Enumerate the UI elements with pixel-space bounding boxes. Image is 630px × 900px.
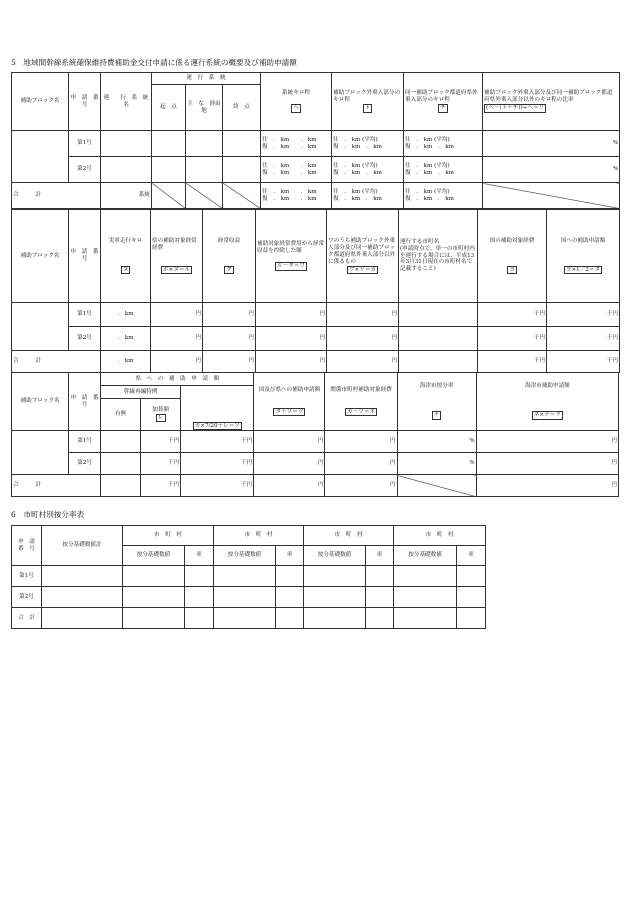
row-label: 第1号 [69, 131, 101, 157]
total-system-label: 系統 [101, 183, 152, 209]
system-km-cell[interactable]: 往 . km . km 復 . km . km [261, 131, 332, 157]
basis-cell[interactable] [123, 608, 185, 629]
kaizu-ratio-cell[interactable]: % [397, 453, 476, 475]
rate-header: 率 [276, 546, 304, 566]
block-name-cell[interactable] [12, 431, 69, 475]
city-header: 市 町 村 [304, 526, 394, 546]
ratio-cell[interactable]: % [483, 131, 620, 157]
system-km-cell[interactable]: 往 . km . km 復 . km . km [261, 157, 332, 183]
state-request-cell[interactable]: 円 [254, 453, 325, 475]
outer-share-header: ワのうち補助ブロック外乗入部分及び同一補助ブロック都道府県外乗入部分以外に係るもの ワ×リ＝カ [327, 210, 399, 303]
end-cell[interactable] [223, 131, 261, 157]
yes-no-total[interactable] [101, 475, 141, 497]
ratio-formula: (ヘ－(ト＋チ))÷ヘ＝リ [486, 105, 545, 112]
pref-cost-header: 県の補助対象経常経費 ホ×ヌ＝ル [151, 210, 203, 303]
outer-share-cell[interactable]: 円 [327, 303, 399, 327]
outer-km-cell[interactable]: 往 . km (平均) 復 . km . km [332, 131, 404, 157]
rate-cell[interactable] [366, 587, 394, 608]
city-name-cell[interactable] [399, 303, 478, 327]
basis-total-cell[interactable] [42, 566, 123, 587]
related-cost-total[interactable]: 円 [325, 475, 397, 497]
basis-total-header: 按分基礎数値計 [42, 526, 123, 566]
row-label: 第1号 [69, 431, 101, 453]
box-ru: ホ×ヌ＝ル [162, 266, 191, 273]
outer-km-total[interactable]: 往 . km (平均) 復 . km . km [332, 183, 404, 209]
nation-request-cell[interactable]: 千円 [547, 303, 620, 327]
box-ta: ヨ×1／2＝タ [565, 266, 601, 273]
row-label: 第1号 [12, 566, 42, 587]
end-header: 終 点 [223, 85, 261, 131]
state-request-total[interactable]: 円 [254, 475, 325, 497]
row-label: 第1号 [69, 303, 101, 327]
revenue-header: 経常収益 ヲ [203, 210, 256, 303]
nation-request-header: 国への補助申請額 ヨ×1／2＝タ [547, 210, 620, 303]
actual-km-cell[interactable]: . km [101, 303, 151, 327]
basis-cell[interactable] [214, 587, 276, 608]
basis-header: 按分基礎数値 [304, 546, 366, 566]
rate-header: 率 [457, 546, 486, 566]
basis-cell[interactable] [304, 587, 366, 608]
target-cost-total[interactable]: 円 [256, 351, 327, 373]
yes-no-cell[interactable] [101, 453, 141, 475]
rate-header: 率 [185, 546, 214, 566]
box-ka: ワ×リ＝カ [348, 266, 377, 273]
same-km-total[interactable]: 往 . km (平均) 復 . km . km [404, 183, 483, 209]
box-na: ナ [433, 412, 440, 419]
pref-request-header: 県 へ の 補 助 申 請 額 [101, 373, 254, 386]
target-cost-header: 補助対象経常費用から経常収益を控除した額 ル－ヲ＝ワ [256, 210, 327, 303]
box-ra: ネ×ナ＝ラ [533, 412, 561, 419]
route-name-header: 運 行 系 統 名 [101, 73, 152, 131]
box-ne: カ－ツ＝ネ [347, 408, 376, 415]
rate-header: 率 [366, 546, 394, 566]
box-wo: ヲ [226, 266, 232, 273]
total-label: 合 計 [12, 183, 101, 209]
nation-cost-cell[interactable]: 千円 [478, 303, 547, 327]
block-name-header: 補助ブロック名 [12, 210, 69, 303]
box-yo: ヨ [509, 266, 515, 273]
section6-title: 6 市町村別按分率表 [11, 510, 85, 519]
nation-request-total[interactable]: 千円 [547, 351, 620, 373]
box-chi: チ [440, 105, 446, 112]
via-cell[interactable] [186, 131, 223, 157]
via-header: 主 な 経由地 [186, 85, 223, 131]
kaizu-request-header: 海津市補助申請額 ネ×ナ＝ラ [476, 373, 618, 431]
box-tsu: タ＋ソ＝ツ [275, 408, 304, 415]
start-header: 起 点 [152, 85, 186, 131]
route-name-cell[interactable] [101, 157, 152, 183]
nation-cost-header: 国の補助対象経費 ヨ [478, 210, 547, 303]
revenue-cell[interactable]: 円 [203, 327, 256, 351]
formula-value-cell[interactable]: 千円 [181, 431, 254, 453]
section5-title: 5 地域間幹線系統確保維持費補助金交付申請に係る運行系統の概要及び補助申請額 [11, 58, 297, 67]
related-cost-cell[interactable]: 円 [325, 431, 397, 453]
basis-cell[interactable] [394, 608, 457, 629]
rate-cell[interactable] [276, 608, 304, 629]
add-amount-header: 加算額 レ [141, 399, 181, 431]
box-re: レ [157, 414, 164, 421]
city-header: 市 町 村 [123, 526, 214, 546]
block-name-cell[interactable] [12, 131, 69, 183]
add-amount-cell[interactable]: 千円 [141, 431, 181, 453]
city-header: 市 町 村 [214, 526, 304, 546]
state-request-cell[interactable]: 円 [254, 431, 325, 453]
revenue-total[interactable]: 円 [203, 351, 256, 373]
kaizu-request-cell[interactable]: 円 [476, 431, 618, 453]
target-cost-cell[interactable]: 円 [256, 327, 327, 351]
outer-km-cell[interactable]: 往 . km (平均) 復 . km . km [332, 157, 404, 183]
basis-cell[interactable] [304, 566, 366, 587]
total-label: 合 計 [12, 608, 42, 629]
outer-share-cell[interactable]: 円 [327, 327, 399, 351]
rate-cell[interactable] [185, 566, 214, 587]
system-km-header: 系統キロ程 ヘ [261, 73, 332, 131]
basis-total-cell[interactable] [42, 587, 123, 608]
actual-km-cell[interactable]: . km [101, 327, 151, 351]
rate-cell[interactable] [276, 566, 304, 587]
box-nu: ヌ [122, 266, 129, 273]
diagonal-cell [483, 183, 620, 209]
pref-cost-total[interactable]: 円 [151, 351, 203, 373]
revenue-cell[interactable]: 円 [203, 303, 256, 327]
via-cell[interactable] [186, 157, 223, 183]
pref-cost-cell[interactable]: 円 [151, 303, 203, 327]
rate-cell[interactable] [185, 608, 214, 629]
box-to: ト [364, 105, 371, 112]
rate-cell[interactable] [366, 566, 394, 587]
route-summary-table [11, 72, 620, 209]
basis-cell[interactable] [214, 566, 276, 587]
box-so: カ×7/20＋レ＝ソ [194, 422, 240, 429]
trunk-special-header: 幹線再編特例 [101, 386, 181, 399]
target-cost-cell[interactable]: 円 [256, 303, 327, 327]
nation-cost-cell[interactable]: 千円 [478, 327, 547, 351]
nation-request-cell[interactable]: 千円 [547, 327, 620, 351]
diagonal-cell [186, 183, 223, 209]
block-name-header: 補助ブロック名 [12, 373, 69, 431]
ratio-cell[interactable]: % [483, 157, 620, 183]
related-cost-header: 関係市町村補助対象経費 カ－ツ＝ネ [325, 373, 397, 431]
rate-cell[interactable] [457, 608, 486, 629]
subsidy-request-table [11, 372, 619, 497]
row-label: 第2号 [12, 587, 42, 608]
basis-total-cell[interactable] [42, 608, 123, 629]
basis-cell[interactable] [123, 566, 185, 587]
basis-header: 按分基礎数値 [214, 546, 276, 566]
formula-cell [181, 386, 254, 431]
yes-no-header: 有無 [101, 399, 141, 431]
km-ratio-header: 補助ブロック外乗入部分及び同一補助ブロック都道府県外乗入部分以外のキロ程の比率 (ヘ－(ト＋チ))÷ヘ＝リ [483, 73, 620, 131]
route-name-cell[interactable] [101, 131, 152, 157]
basis-cell[interactable] [214, 608, 276, 629]
basis-cell[interactable] [394, 566, 457, 587]
state-request-header: 国及び県への補助申請額 タ＋ソ＝ツ [254, 373, 325, 431]
kaizu-request-cell[interactable]: 円 [476, 453, 618, 475]
basis-header: 按分基礎数値 [123, 546, 185, 566]
route-system-header: 運 行 系 統 [152, 73, 261, 85]
app-no-header: 申 請 番 号 [69, 73, 101, 131]
formula-value-total[interactable]: 千円 [181, 475, 254, 497]
basis-cell[interactable] [304, 608, 366, 629]
total-label: 合 計 [12, 475, 101, 497]
row-label: 第2号 [69, 327, 101, 351]
nation-cost-total[interactable]: 千円 [478, 351, 547, 373]
actual-km-total[interactable]: . km [101, 351, 151, 373]
rate-cell[interactable] [185, 587, 214, 608]
related-cost-cell[interactable]: 円 [325, 453, 397, 475]
row-label: 第2号 [69, 157, 101, 183]
end-cell[interactable] [223, 157, 261, 183]
row-label: 第2号 [69, 453, 101, 475]
yes-no-cell[interactable] [101, 431, 141, 453]
total-label: 合 計 [12, 351, 101, 373]
formula-value-cell[interactable]: 千円 [181, 453, 254, 475]
rate-cell[interactable] [276, 587, 304, 608]
start-cell[interactable] [152, 131, 186, 157]
kaizu-ratio-cell[interactable]: % [397, 431, 476, 453]
diagonal-cell [397, 475, 476, 497]
basis-cell[interactable] [123, 587, 185, 608]
same-km-cell[interactable]: 往 . km (平均) 復 . km . km [404, 157, 483, 183]
diagonal-cell [223, 183, 261, 209]
rate-cell[interactable] [366, 608, 394, 629]
subsidy-cost-table [11, 209, 620, 373]
box-wa: ル－ヲ＝ワ [277, 263, 305, 270]
city-name-total[interactable] [399, 351, 478, 373]
city-name-header: 運行する市町名 (申請時点で、単一の市町村内を運行する場合には、平成13年3月31日現在の市町村名で記載すること) [399, 210, 478, 303]
kaizu-ratio-header: 海津市按分率 ナ [397, 373, 476, 431]
basis-cell[interactable] [394, 587, 457, 608]
add-amount-cell[interactable]: 千円 [141, 453, 181, 475]
same-block-km-header: 同一補助ブロック都道府県外乗入部分のキロ程 チ [404, 73, 483, 131]
kaizu-request-total[interactable]: 円 [476, 475, 618, 497]
municipal-ratio-table [11, 525, 486, 629]
app-no-header: 申 請 番 号 [12, 526, 42, 566]
diagonal-cell [152, 183, 186, 209]
basis-header: 按分基礎数値 [394, 546, 457, 566]
actual-km-header: 実車走行キロ ヌ [101, 210, 151, 303]
app-no-header: 申 請 番 号 [69, 373, 101, 431]
city-name-cell[interactable] [399, 327, 478, 351]
pref-cost-cell[interactable]: 円 [151, 327, 203, 351]
outer-km-header: 補助ブロック外乗入部分のキロ程 ト [332, 73, 404, 131]
box-he: ヘ [293, 105, 299, 112]
city-header: 市 町 村 [394, 526, 486, 546]
start-cell[interactable] [152, 157, 186, 183]
outer-share-total[interactable]: 円 [327, 351, 399, 373]
add-amount-total[interactable]: 千円 [141, 475, 181, 497]
rate-cell[interactable] [457, 587, 486, 608]
app-no-header: 申 請 番 号 [69, 210, 101, 303]
block-name-cell[interactable] [12, 303, 69, 351]
block-name-header: 補助ブロック名 [12, 73, 69, 131]
system-km-total[interactable]: 往 . km . km 復 . km . km [261, 183, 332, 209]
rate-cell[interactable] [457, 566, 486, 587]
same-km-cell[interactable]: 往 . km (平均) 復 . km . km [404, 131, 483, 157]
